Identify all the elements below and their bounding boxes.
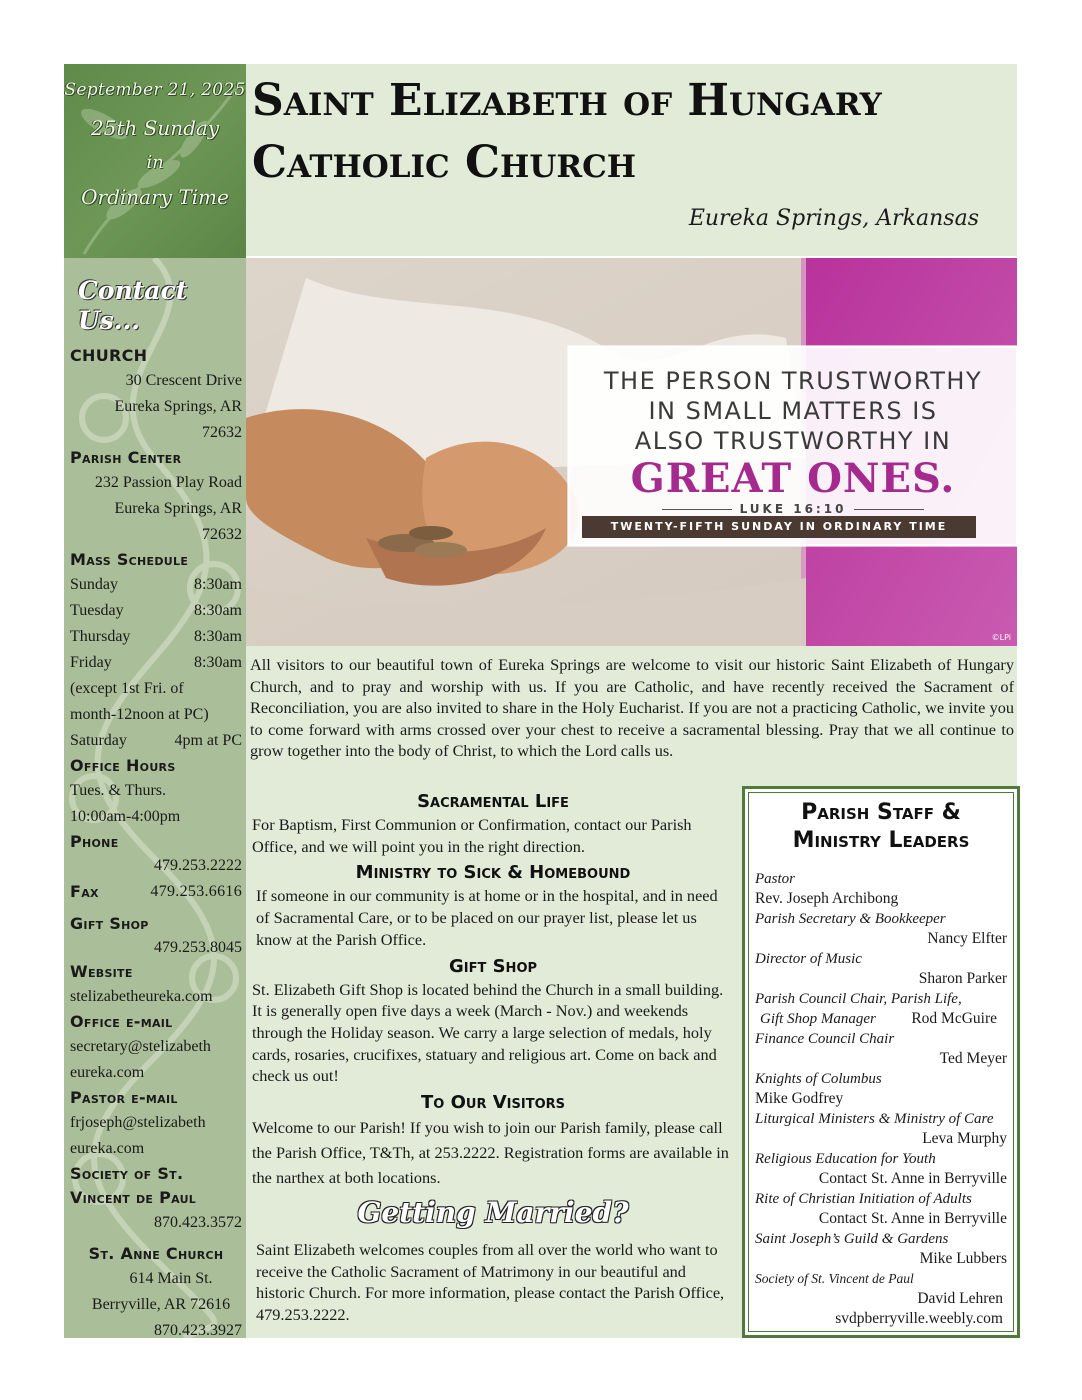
staff-name: Rod McGuire [911,1010,997,1027]
parish-center-address-2: Eureka Springs, AR [114,500,242,517]
fax-number: 479.253.6616 [150,883,242,900]
quote-emphasis: GREAT ONES. [630,455,956,502]
mass-time: 8:30am [194,602,242,619]
parish-staff-box [742,786,1020,1338]
svdp-heading-2: Vincent de Paul [70,1188,197,1207]
visitors-heading: To Our Visitors [421,1092,565,1114]
staff-name: Sharon Parker [918,970,1007,987]
staff-title-line-2: Ministry Leaders [792,828,970,853]
staff-name: Mike Lubbers [919,1250,1007,1267]
divider [854,509,924,510]
staff-name: Ted Meyer [939,1050,1007,1067]
image-credit: ©LPi [991,633,1011,642]
mass-schedule-heading: Mass Schedule [70,550,189,569]
quote-line-1: THE PERSON TRUSTWORTHY [603,367,983,395]
svdp-heading-1: Society of St. [70,1164,184,1183]
staff-title [755,799,1007,855]
quote-line-3: ALSO TRUSTWORTHY IN [634,427,952,455]
office-email-heading: Office e-mail [70,1012,173,1031]
office-hours-heading: Office Hours [70,756,176,775]
mass-day: Sunday [70,576,118,593]
st-anne-address-2: Berryville, AR 72616 [91,1296,231,1313]
visitors-text: Welcome to our Parish! If you wish to join our Parish family, please call the Parish Office, T&Th, at 253.2222. Registration forms are available in the narthex at both locations. [252,1118,729,1188]
pastor-email-heading: Pastor e-mail [70,1088,178,1107]
mass-day: Friday [70,654,112,671]
mass-note-2: month-12noon at PC) [70,706,209,723]
staff-role: Saint Joseph’s Guild & Gardens [755,1231,949,1247]
staff-title-line-1: Parish Staff & [801,800,961,825]
svdp-phone: 870.423.3572 [154,1214,242,1231]
gift-shop-text: St. Elizabeth Gift Shop is located behind the Church in a small building. It is generally open five days a week (March - Nov.) and weekends through the Holiday season. We carry a large selection of medals, holy cards, rosaries, crucifixes, statuary and religious art. Come on back and check us out! [252,979,724,1086]
office-email-1[interactable]: secretary@stelizabeth [70,1038,211,1055]
liturgical-season: Ordinary Time [81,185,229,209]
contact-sidebar [64,258,246,1338]
phone-heading: Phone [70,832,119,851]
bulletin-date: September 21, 2025 [64,80,246,100]
title-line-2: Catholic Church [252,137,637,188]
sunday-banner: TWENTY-FIFTH SUNDAY IN ORDINARY TIME [582,516,976,538]
mass-row [70,572,242,598]
pastor-email-2[interactable]: eureka.com [70,1140,145,1157]
parish-center-address-1: 232 Passion Play Road [94,474,242,491]
staff-role: Pastor [755,871,796,887]
mass-time: 4pm at PC [174,732,242,749]
ministry-text: If someone in our community is at home or in the hospital, and in need of Sacramental Care, or to be placed on our prayer list, please let us know at the Parish Office. [256,886,718,949]
website-heading: Website [70,962,133,981]
church-location: Eureka Springs, Arkansas [688,206,979,231]
staff-role: Rite of Christian Initiation of Adults [755,1191,972,1207]
contact-us-title: Contact Us... [78,276,188,335]
sacramental-life-text: For Baptism, First Communion or Confirmation, contact our Parish Office, and we will point you in the right direction. [252,815,692,856]
church-address-3: 72632 [202,424,242,441]
staff-role: Liturgical Ministers & Ministry of Care [755,1111,994,1127]
phone-number: 479.253.2222 [154,857,242,874]
divider [662,509,732,510]
church-address-1: 30 Crescent Drive [125,372,242,389]
parish-center-address-3: 72632 [202,526,242,543]
staff-role: Gift Shop Manager [760,1011,876,1027]
parish-center-heading: Parish Center [70,448,182,467]
fax-row [70,880,242,904]
church-title [252,70,1012,194]
title-line-1: Saint Elizabeth of Hungary [252,75,882,126]
mass-time: 8:30am [194,576,242,593]
staff-role: Knights of Columbus [755,1071,882,1087]
mass-day: Thursday [70,628,131,645]
liturgical-week: 25th Sunday [90,116,220,140]
website-url[interactable]: stelizabetheureka.com [70,988,213,1005]
mass-time: 8:30am [194,654,242,671]
church-heading: CHURCH [70,346,148,365]
staff-role: Parish Council Chair, Parish Life, [755,991,962,1007]
staff-row [755,1009,1007,1029]
st-anne-address-1: 614 Main St. [129,1270,213,1287]
quote-line-2: IN SMALL MATTERS IS [648,397,938,425]
staff-role: Finance Council Chair [755,1031,895,1047]
mass-time: 8:30am [194,628,242,645]
pastor-email-1[interactable]: frjoseph@stelizabeth [70,1114,206,1131]
masthead [246,64,1017,256]
staff-role: Director of Music [755,951,862,967]
staff-role: Religious Education for Youth [755,1151,936,1167]
staff-name: Leva Murphy [922,1130,1007,1147]
liturgical-in: in [146,152,164,173]
staff-name: Nancy Elfter [927,930,1007,947]
mass-day: Tuesday [70,602,124,619]
office-hours-times: 10:00am-4:00pm [70,808,181,825]
office-email-2[interactable]: eureka.com [70,1064,145,1081]
scripture-quote-card [568,346,1017,546]
mass-day: Saturday [70,732,127,749]
welcome-paragraph: All visitors to our beautiful town of Eureka Springs are welcome to visit our historic Saint Elizabeth of Hungary Church, and to pray and worship with us. If you are Catholic, and have recently received the Sacrament of Reconciliation, you are also invited to share in the Holy Eucharist. If you are not a practicing Catholic, we invite you to come forward with arms crossed over your chest to receive a sacramental blessing. Pray that we all continue to grow together into the body of Christ, to which the Lord calls us. [250,655,1014,761]
staff-name: Mike Godfrey [755,1090,844,1107]
staff-name: Contact St. Anne in Berryville [818,1170,1007,1187]
ministry-heading: Ministry to Sick & Homebound [355,862,631,884]
staff-name: Rev. Joseph Archibong [755,890,899,907]
mass-note-1: (except 1st Fri. of [70,680,184,697]
getting-married-heading: Getting Married? [357,1196,629,1230]
svdp-website[interactable]: svdpberryville.weebly.com [835,1310,1003,1327]
mass-row [70,650,242,676]
st-anne-phone: 870.423.3927 [154,1322,242,1338]
gift-shop-phone: 479.253.8045 [154,939,242,956]
st-anne-heading: St. Anne Church [88,1244,224,1263]
gift-shop-section-heading: Gift Shop [448,955,538,977]
mass-row-saturday [70,728,242,754]
getting-married-text: Saint Elizabeth welcomes couples from all over the world who want to receive the Catholic Sacrament of Matrimony in our beautiful and historic Church. For more information, please contact the Parish Office, 479.253.2222. [256,1240,725,1325]
gift-shop-heading: Gift Shop [70,914,149,933]
mass-row [70,598,242,624]
sacramental-life-heading: Sacramental Life [417,791,569,812]
staff-name: Contact St. Anne in Berryville [818,1210,1007,1227]
staff-role: Society of St. Vincent de Paul [755,1271,914,1286]
staff-name: David Lehren [917,1290,1003,1307]
staff-role: Parish Secretary & Bookkeeper [755,911,946,927]
quote-citation-row [570,502,1016,516]
office-hours-days: Tues. & Thurs. [70,782,167,799]
left-column [252,790,734,1326]
date-box [64,64,246,258]
church-address-2: Eureka Springs, AR [114,398,242,415]
hero-image [246,258,1017,646]
fax-heading: Fax [70,882,99,901]
mass-row [70,624,242,650]
quote-citation: LUKE 16:10 [739,502,847,516]
